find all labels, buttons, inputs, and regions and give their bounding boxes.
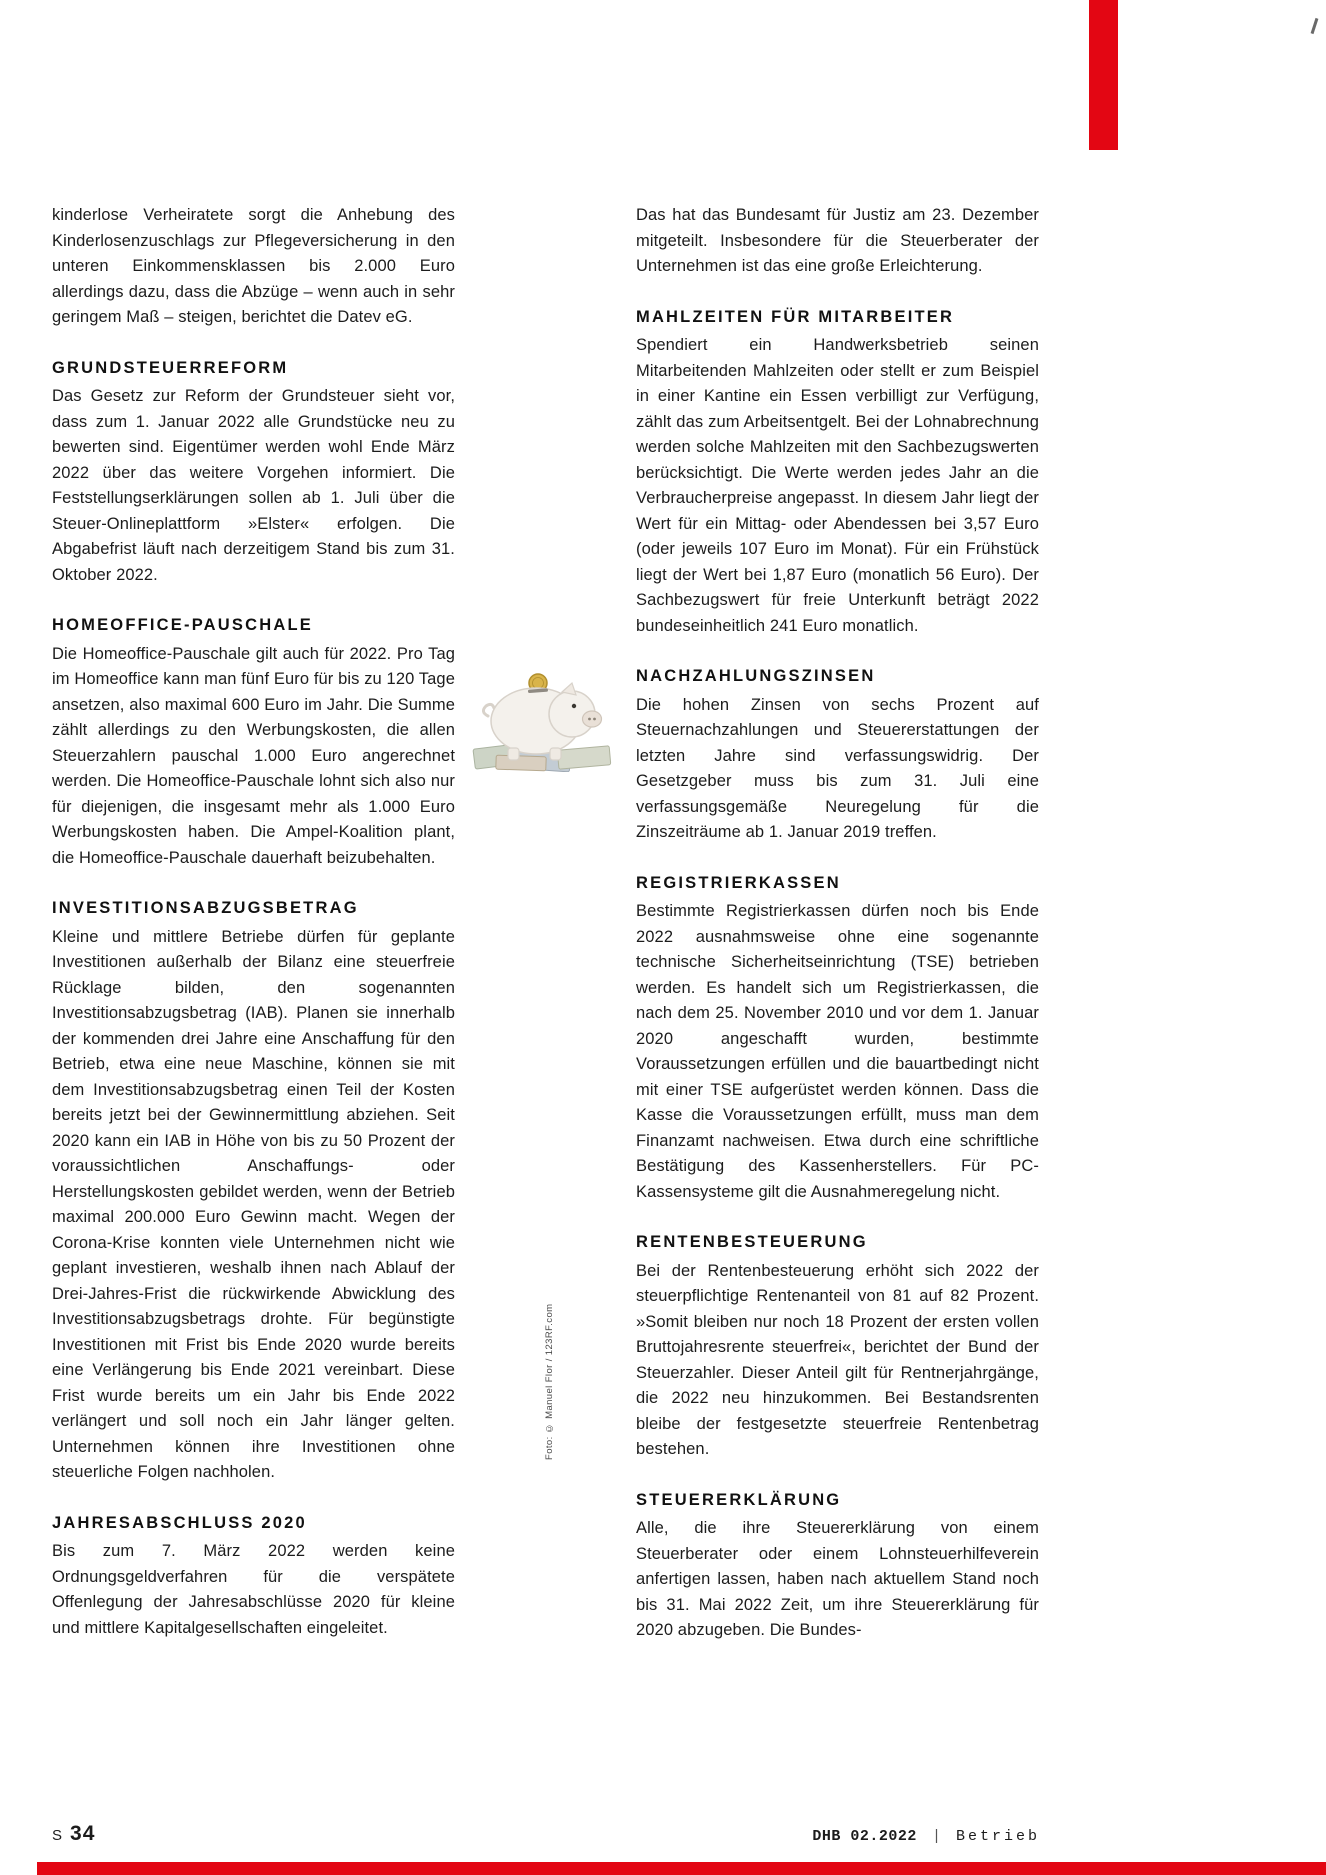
article-section bbox=[52, 896, 455, 1486]
body-paragraph: Spendiert ein Handwerksbetrieb seinen Mitarbeitenden Mahlzeiten oder stellt er zum Beispiel in einer Kantine ein Essen verbilligt zur Verfügung, zählt das zum Arbeitsentgelt. Bei der Lohnabrechnung werden solche Mahlzeiten mit den Sachbezugswerten berücksichtigt. Die Werte werden jedes Jahr an die Verbraucherpreise angepasst. In diesem Jahr liegt der Wert für ein Mittag- oder Abendessen bei 3,57 Euro (oder jeweils 107 Euro im Monat). Für ein Frühstück liegt der Wert bei 1,87 Euro (monatlich 56 Euro). Der Sachbezugswert für freie Unterkunft beträgt 2022 bundeseinheitlich 241 Euro monatlich. bbox=[636, 336, 1039, 635]
body-paragraph: Kleine und mittlere Betriebe dürfen für geplante Investitionen außerhalb der Bilanz eine steuerfreie Rücklage bilden, den sogenannten Investitionsabzugsbetrag (IAB). Planen sie innerhalb der kommenden drei Jahre eine Anschaffung für den Betrieb, etwa eine neue Maschine, können sie mit dem Investitionsabzugsbetrag einen Teil der Kosten bereits jetzt bei der Gewinnermittlung abziehen. Seit 2020 kann ein IAB in Höhe von bis zu 50 Prozent der voraussichtlichen Anschaffungs- oder Herstellungskosten gebildet werden, wenn der Betrieb maximal 200.000 Euro Gewinn macht. Wegen der Corona-Krise konnten viele Unternehmen nicht wie geplant investieren, weshalb ihnen nach Ablauf der Drei-Jahres-Frist die rückwirkende Abwicklung des Investitionsabzugsbetrags drohte. Für begünstigte Investitionen mit Frist bis Ende 2020 wurde bereits eine Verlängerung bis Ende 2021 vereinbart. Diese Frist wurde bereits um ein Jahr bis Ende 2022 verlängert und soll noch ein Jahr länger gelten. Unternehmen können ihre Investitionen ohne steuerliche Folgen nachholen. bbox=[52, 927, 455, 1481]
body-paragraph: Bestimmte Registrierkassen dürfen noch bis Ende 2022 ausnahmsweise ohne eine sogenannte technische Sicherheitseinrichtung (TSE) betrieben werden. Es handelt sich um Registrierkassen, die nach dem 25. November 2010 und vor dem 1. Januar 2020 angeschafft wurden, bestimmte Voraussetzungen erfüllen und die bauartbedingt nicht mit einer TSE aufgerüstet werden können. Dass die Kasse die Voraussetzungen erfüllt, muss man dem Finanzamt nachweisen. Etwa durch eine schriftliche Bestätigung des Kassenherstellers. Für PC-Kassensysteme gilt die Ausnahmeregelung nicht. bbox=[636, 902, 1039, 1201]
body-paragraph: kinderlose Verheiratete sorgt die Anhebung des Kinderlosenzuschlags zur Pflegeversicherung in den unteren Einkommensklassen bis 2.000 Euro allerdings dazu, dass die Abzüge – wenn auch in sehr geringem Maß – steigen, berichtet die Datev eG. bbox=[52, 206, 455, 326]
body-paragraph: Die Homeoffice-Pauschale gilt auch für 2022. Pro Tag im Homeoffice kann man fünf Euro für bis zu 120 Tage ansetzen, also maximal 600 Euro im Jahr. Die Summe zählt allerdings zu den Werbungskosten, die allen Steuerzahlern pauschal 1.000 Euro angerechnet werden. Die Homeoffice-Pauschale lohnt sich also nur für diejenigen, die insgesamt mehr als 1.000 Euro Werbungskosten haben. Die Ampel-Koalition plant, die Homeoffice-Pauschale dauerhaft beizubehalten. bbox=[52, 644, 455, 867]
body-paragraph: Bei der Rentenbesteuerung erhöht sich 2022 der steuerpflichtige Rentenanteil von 81 auf 82 Prozent. »Somit bleiben nur noch 18 Prozent der ersten vollen Bruttojahresrente steuerfrei«, berichtet der Bund der Steuerzahler. Dieser Anteil gilt für Rentnerjahrgänge, die 2022 neu hinzukommen. Bei Bestandsrenten bleibe der festgesetzte steuerfreie Rentenbetrag bestehen. bbox=[636, 1261, 1039, 1458]
body-paragraph: Die hohen Zinsen von sechs Prozent auf Steuernachzahlungen und Steuererstattungen der letzten Jahre sind verfassungswidrig. Der Gesetzgeber muss bis zum 31. Juli eine verfassungsgemäße Neuregelung für die Zinszeiträume ab 1. Januar 2019 treffen. bbox=[636, 695, 1039, 841]
magazine-section-label: Betrieb bbox=[955, 1828, 1040, 1845]
footer-separator: | bbox=[931, 1828, 941, 1845]
article-section bbox=[52, 203, 455, 331]
top-right-red-tab bbox=[1089, 0, 1118, 150]
piggy-bank-illustration bbox=[466, 658, 618, 772]
article-section bbox=[52, 1511, 455, 1642]
magazine-issue-label: DHB 02.2022 bbox=[812, 1828, 917, 1845]
photo-credit: Foto: © Manuel Flor / 123RF.com bbox=[544, 1303, 555, 1460]
article-section bbox=[636, 203, 1039, 280]
left-column bbox=[52, 203, 455, 1669]
body-paragraph: Das Gesetz zur Reform der Grundsteuer sieht vor, dass zum 1. Januar 2022 alle Grundstücke neu zu bewerten sind. Eigentümer werden wohl Ende März 2022 über das weitere Vorgehen informiert. Die Feststellungserklärungen sollen ab 1. Juli über die Steuer-Onlineplattform »Elster« erfolgen. Die Abgabefrist läuft nach derzeitigem Stand bis zum 31. Oktober 2022. bbox=[52, 387, 455, 584]
section-heading: HOMEOFFICE-PAUSCHALE bbox=[52, 616, 313, 634]
section-heading: REGISTRIERKASSEN bbox=[636, 873, 841, 892]
body-paragraph: Bis zum 7. März 2022 werden keine Ordnungsgeldverfahren für die verspätete Offenlegung der Jahresabschlüsse 2020 für kleine und mittlere Kapitalgesellschaften eingeleitet. bbox=[52, 1542, 455, 1637]
section-heading: STEUERERKLÄRUNG bbox=[636, 1490, 842, 1509]
page-prefix: S bbox=[52, 1827, 64, 1844]
right-column bbox=[636, 203, 1039, 1669]
article-section bbox=[636, 305, 1039, 640]
article-section bbox=[52, 356, 455, 589]
piggy-bank-photo bbox=[466, 658, 618, 772]
bottom-red-bar bbox=[37, 1862, 1326, 1875]
article-section bbox=[636, 664, 1039, 846]
article-section bbox=[636, 1230, 1039, 1463]
section-heading: GRUNDSTEUERREFORM bbox=[52, 358, 289, 377]
section-heading: INVESTITIONSABZUGSBETRAG bbox=[52, 899, 359, 917]
section-heading: MAHLZEITEN FÜR MITARBEITER bbox=[636, 307, 955, 326]
page-number bbox=[52, 1822, 95, 1846]
article-section bbox=[52, 613, 455, 871]
section-heading: JAHRESABSCHLUSS 2020 bbox=[52, 1513, 307, 1532]
page-number-value: 34 bbox=[70, 1822, 96, 1845]
section-heading: NACHZAHLUNGSZINSEN bbox=[636, 667, 876, 685]
article-section bbox=[636, 871, 1039, 1206]
article-section bbox=[636, 1488, 1039, 1644]
section-heading: RENTENBESTEUERUNG bbox=[636, 1233, 868, 1251]
body-paragraph: Alle, die ihre Steuererklärung von einem Steuerberater oder einem Lohnsteuerhilfeverein anfertigen lassen, haben nach aktuellem Stand noch bis 31. Mai 2022 Zeit, um ihre Steuererklärung für 2020 abzugeben. Die Bundes- bbox=[636, 1519, 1039, 1639]
footer-magazine-info bbox=[637, 1828, 1040, 1845]
trim-mark bbox=[1311, 18, 1319, 34]
body-paragraph: Das hat das Bundesamt für Justiz am 23. Dezember mitgeteilt. Insbesondere für die Steuerberater der Unternehmen ist das eine große Erleichterung. bbox=[636, 206, 1039, 275]
